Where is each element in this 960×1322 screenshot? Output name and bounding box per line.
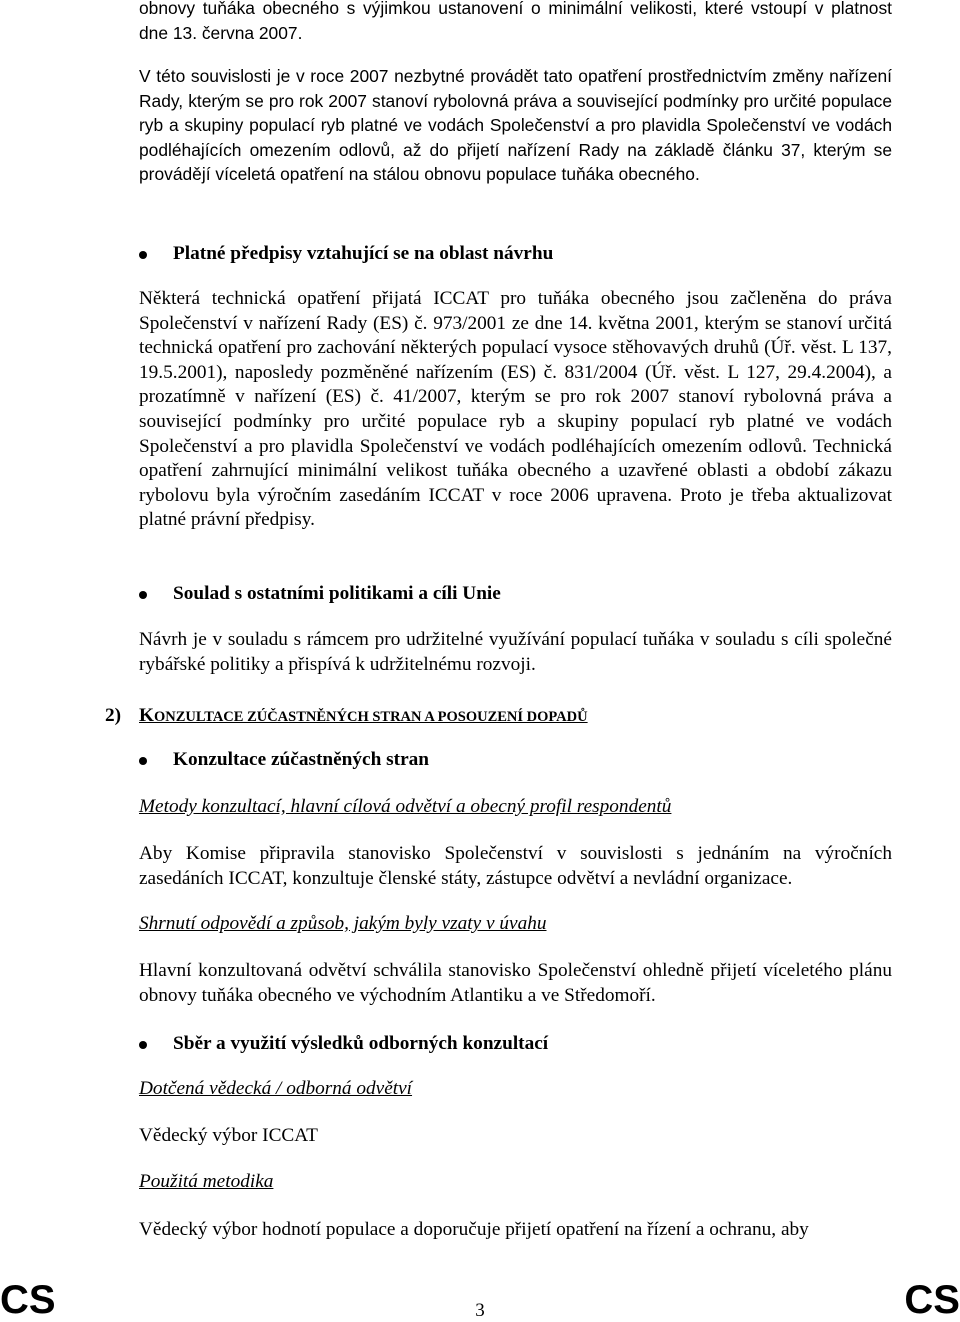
paragraph-context: V této souvislosti je v roce 2007 nezbytné provádět tato opatření prostřednictvím změny nařízení Rady, kterým se pro rok 2007 stanoví rybolovná práva a související podmínky pro určité populace ryb a skupiny populací ryb platné ve vodách Společenství a pro plavidla Společenství ve vodách podléhajících omezením odlovů, až do přijetí nařízení Rady na základě článku 37, kterým se provádějí víceletá opatření na stálou obnovu populace tuňáka obecného.	[139, 66, 892, 185]
bullet-icon	[139, 757, 147, 765]
paragraph-consistency: Návrh je v souladu s rámcem pro udržitelné využívání populací tuňáka v souladu s cíli společné rybářské politiky a přispívá k udržitelnému rozvoji.	[139, 629, 892, 675]
footer-language-right: CS	[904, 1278, 960, 1322]
paragraph-legal: Některá technická opatření přijatá ICCAT pro tuňáka obecného jsou začleněna do práva Společenství v nařízení Rady (ES) č. 973/2001 ze dne 14. května 2001, kterým se stanoví určitá technická opatření pro zachování některých populací vysoce stěhovavých druhů (Úř. věst. L 137, 19.5.2001), naposledy pozměněné nařízením (ES) č. 831/2004 (Úř. věst. L 127, 29.4.2004), a prozatímně v nařízení (ES) č. 41/2007, kterým se pro rok 2007 stanoví rybolovná práva a související podmínky pro určité populace ryb a skupiny populací ryb platné ve vodách Společenství a pro plavidla Společenství ve vodách podléhajících omezením odlovů. Technická opatření zahrnující minimální velikost tuňáka obecného a uzavřené oblasti a období zákazu rybolovu byla výročním zasedáním ICCAT v roce 2006 upravena. Proto je třeba aktualizovat platné právní předpisy.	[139, 288, 892, 531]
bullet-icon	[139, 251, 147, 259]
top-paragraph: obnovy tuňáka obecného s výjimkou ustanovení o minimální velikosti, které vstoupí v platnost dne 13. června 2007.	[139, 0, 892, 43]
bullet-icon	[139, 1041, 147, 1049]
heading-legal-text: Platné předpisy vztahující se na oblast návrhu	[173, 243, 554, 264]
subheading-field: Dotčená vědecká / odborná odvětví	[139, 1078, 413, 1099]
footer-language-left: CS	[0, 1278, 56, 1322]
heading-consistency-text: Soulad s ostatními politikami a cíli Unie	[173, 583, 501, 604]
paragraph-methods: Aby Komise připravila stanovisko Společenství v souvislosti s jednáním na výročních zasedáních ICCAT, konzultuje členské státy, zástupce odvětví a nevládní organizace.	[139, 843, 892, 889]
paragraph-field: Vědecký výbor ICCAT	[139, 1125, 318, 1146]
subheading-method: Použitá metodika	[139, 1171, 274, 1192]
section-2-heading	[105, 704, 588, 729]
heading-expertise-text: Sběr a využití výsledků odborných konzultací	[173, 1033, 549, 1054]
subheading-methods: Metody konzultací, hlavní cílová odvětví a obecný profil respondentů	[139, 796, 672, 817]
section-title-rest: ONZULTACE ZÚČASTNĚNÝCH STRAN A POSOUZENÍ DOPADŮ	[154, 709, 588, 725]
section-number: 2)	[105, 705, 122, 726]
section-title-initial: K	[139, 705, 154, 726]
paragraph-method: Vědecký výbor hodnotí populace a doporučuje přijetí opatření na řízení a ochranu, aby	[139, 1219, 809, 1240]
paragraph-summary: Hlavní konzultovaná odvětví schválila stanovisko Společenství ohledně přijetí víceletého plánu obnovy tuňáka obecného ve východním Atlantiku a ve Středomoří.	[139, 960, 892, 1006]
section-title	[139, 705, 588, 726]
page-number: 3	[475, 1300, 485, 1321]
subheading-summary: Shrnutí odpovědí a způsob, jakým byly vzaty v úvahu	[139, 913, 547, 934]
heading-consultation-text: Konzultace zúčastněných stran	[173, 749, 429, 770]
bullet-icon	[139, 591, 147, 599]
